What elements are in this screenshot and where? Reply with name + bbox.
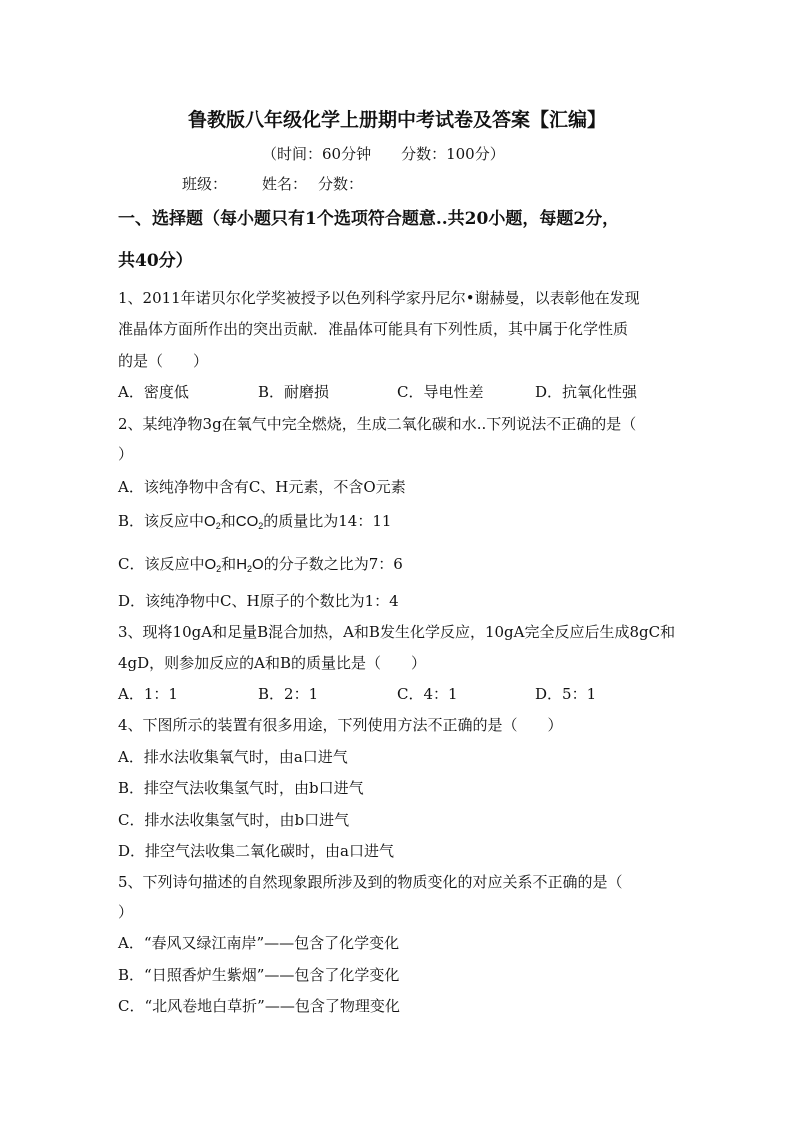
text: O [252, 556, 264, 573]
q5-line: ） [118, 903, 134, 921]
q1-option-b: B．耐磨损 [258, 383, 330, 401]
name-label: 姓名： [262, 175, 308, 193]
q1-option-c: C．导电性差 [397, 383, 484, 401]
q2-option-b [118, 511, 391, 536]
subscript: 2 [216, 564, 222, 574]
text: 和 [221, 555, 237, 573]
text: C．该反应中 [118, 555, 205, 573]
q3-option-b: B．2：1 [258, 685, 319, 703]
page-title: 鲁教版八年级化学上册期中考试卷及答案【汇编】 [187, 109, 606, 131]
q4-option-d: D．排空气法收集二氧化碳时，由a口进气 [118, 842, 394, 860]
q2-option-c [118, 554, 403, 579]
section-heading: 一、选择题（每小题只有1个选项符合题意..共20小题，每题2分， [118, 209, 620, 229]
text: 的分子数之比为7：6 [263, 555, 403, 573]
q2-line: 2、某纯净物3g在氧气中完全燃烧，生成二氧化碳和水..下列说法不正确的是（ [118, 415, 637, 433]
score-label: 分数： [318, 175, 364, 193]
q4-line: 4、下图所示的装置有很多用途，下列使用方法不正确的是（ ） [118, 716, 563, 734]
q5-option-b: B．“日照香炉生紫烟”——包含了化学变化 [118, 966, 400, 984]
formula-o2 [204, 513, 221, 530]
q3-option-c: C．4：1 [397, 685, 458, 703]
q1-line: 1、2011年诺贝尔化学奖被授予以色列科学家丹尼尔•谢赫曼，以表彰他在发现 [118, 289, 640, 307]
q1-line: 准晶体方面所作出的突出贡献．准晶体可能具有下列性质，其中属于化学性质 [118, 320, 629, 338]
q2-option-d: D．该纯净物中C、H原子的个数比为1：4 [118, 592, 399, 610]
formula-o2 [204, 556, 221, 573]
q5-line: 5、下列诗句描述的自然现象跟所涉及到的物质变化的对应关系不正确的是（ [118, 873, 623, 891]
text: O [204, 513, 216, 530]
q1-option-a: A．密度低 [118, 383, 189, 401]
q5-option-a: A．“春风又绿江南岸”——包含了化学变化 [118, 934, 400, 952]
q2-option-a: A．该纯净物中含有C、H元素，不含O元素 [118, 478, 406, 496]
subtitle: （时间：60分钟 分数：100分） [262, 145, 505, 163]
q3-line: 3、现将10gA和足量B混合加热，A和B发生化学反应，10gA完全反应后生成8gC和 [118, 623, 676, 641]
subscript: 2 [258, 521, 264, 531]
text: CO [235, 513, 259, 530]
q4-option-b: B．排空气法收集氢气时，由b口进气 [118, 779, 364, 797]
q3-option-a: A．1：1 [118, 685, 178, 703]
q1-line: 的是（ ） [118, 352, 209, 370]
text: 的质量比为14：11 [263, 512, 392, 530]
q3-line: 4gD，则参加反应的A和B的质量比是（ ） [118, 654, 427, 672]
q4-option-c: C．排水法收集氢气时，由b口进气 [118, 811, 350, 829]
section-heading-cont: 共40分） [118, 251, 193, 271]
text: H [236, 556, 248, 573]
text: O [204, 556, 217, 573]
q3-option-d: D．5：1 [535, 685, 597, 703]
formula-h2o [236, 556, 264, 573]
q1-option-d: D．抗氧化性强 [535, 383, 638, 401]
text: B．该反应中 [118, 512, 205, 530]
subscript: 2 [215, 521, 221, 531]
subscript: 2 [247, 564, 253, 574]
q2-line: ） [118, 445, 134, 463]
text: 和 [220, 512, 236, 530]
q4-option-a: A．排水法收集氧气时，由a口进气 [118, 748, 348, 766]
q5-option-c: C．“北风卷地白草折”——包含了物理变化 [118, 997, 400, 1015]
class-label: 班级： [182, 175, 228, 193]
formula-co2 [236, 513, 264, 530]
